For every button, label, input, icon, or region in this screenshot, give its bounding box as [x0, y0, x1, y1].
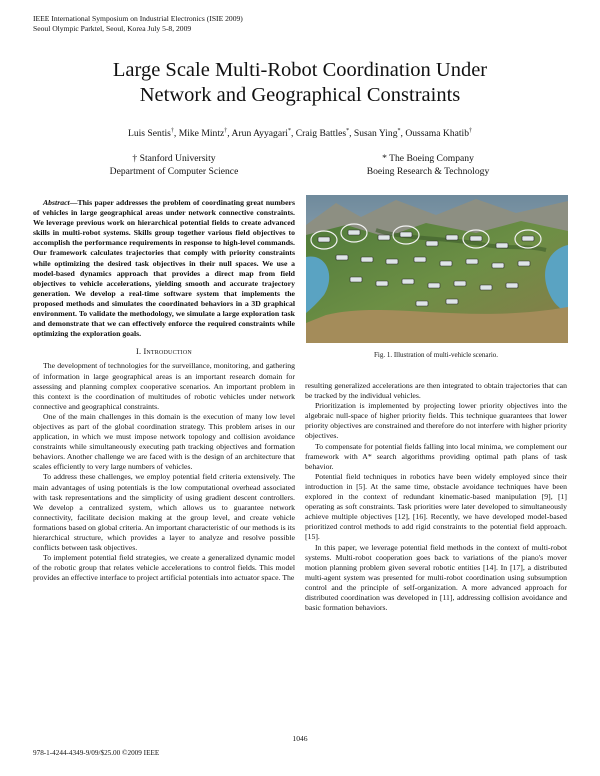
left-column: [33, 198, 295, 583]
author-6: Oussama Khatib: [405, 128, 470, 140]
vehicle-6: [446, 235, 458, 240]
figure-caption: Fig. 1. Illustration of multi-vehicle scenario.: [373, 351, 499, 359]
vehicle-12: [386, 259, 398, 264]
author-5: Susan Ying: [353, 128, 398, 140]
title-line-1: Large Scale Multi-Robot Coordination Under: [112, 59, 488, 81]
vehicle-18: [350, 277, 362, 282]
conference-header: [33, 14, 243, 34]
author-4: Craig Battles: [295, 128, 347, 140]
vehicle-10: [336, 255, 348, 260]
affiliation-boeing: [318, 152, 538, 178]
intro-paragraph-2: One of the main challenges in this domain is the execution of many low level objectives as part of the global coordination strategy. This problem arises in our application, in which we must impose network topology and collision avoidance constraints while simultaneously executing path tracking objectives and formation behaviors. Another challenge we are faced with is the design of an architecture that scales efficiently to very large numbers of vehicles.: [33, 411, 295, 472]
intro-paragraph-1: The development of technologies for the surveillance, monitoring, and gathering of information in large geographical areas is an important research domain for assessing and planning complex cooperative scenarios. An important problem in this context is the coordination of multitudes of robotic vehicles under network connective and geographical constraints.: [33, 361, 295, 411]
right-column: [305, 381, 567, 613]
vehicle-14: [440, 261, 452, 266]
title-line-2: Network and Geographical Constraints: [139, 84, 461, 106]
intro-paragraph-4: To implement potential field strategies, we create a generalized dynamic model of the robotic group that relates vehicle accelerations to control fields. This model provides an effective interface to project artificial potentials into actuator space. The: [33, 553, 295, 583]
vehicle-26: [446, 299, 458, 304]
author-1: Luis Sentis: [127, 128, 171, 140]
vehicle-8: [496, 243, 508, 248]
right-paragraph-2: To compensate for potential fields falling into local minima, we complement our framework with A* search algorithms providing optimal path plans of task behavior.: [305, 441, 567, 471]
affiliation-boeing-line-2: Boeing Research & Technology: [366, 166, 490, 177]
paper-title: [40, 58, 560, 108]
conference-location: Seoul Olympic Parktel, Seoul, Korea July 5-8, 2009: [33, 24, 192, 33]
right-paragraph-continued: resulting generalized accelerations are then integrated to obtain trajectories that can be tracked by the individual vehicles.: [305, 381, 567, 401]
abstract-text: —This paper addresses the problem of coordinating great numbers of vehicles in large geographical areas under network connective constraints. We leverage previous work on hierarchical potential fields to create advanced skills in multi-robot systems. Skills group together various field objectives to accomplish the performance requirements in response to high-level commands. Our framework calculates trajectories that comply with priority constraints while optimizing the desired task objectives in their null spaces. We use a model-based dynamics approach that provides a direct map from field objectives to vehicle accelerations, yielding smooth and accurate trajectory generation. We develop a real-time software system that implements the proposed methods and simulates the coordinated behaviors in a 3D graphical environment. To validate the methodology, we simulate a large exploration task and demonstrate that we can effectively enforce the required constraints while optimizing the exploration goals.: [33, 198, 295, 339]
copyright-notice: 978-1-4244-4349-9/09/$25.00 ©2009 IEEE: [33, 749, 160, 757]
author-5-mark: *: [397, 128, 401, 134]
vehicle-20: [402, 279, 414, 284]
intro-paragraph-3: To address these challenges, we employ potential field criteria extensively. The main advantages of using potentials is the low computational overhead associated with task representations and the simplicity of using gradient descent controllers. We develop a centralized system, which allows us to guarantee network connectivity, facilitate decision making at the group level, and create vehicle formations based on global criteria. An important characteristic of our methods is its hierarchical structure, which provides a layer to analyze and resolve possible conflicts between task objectives.: [33, 472, 295, 553]
author-6-mark: †: [469, 128, 473, 134]
affiliation-stanford-line-1: † Stanford University: [132, 153, 216, 164]
author-1-mark: †: [170, 128, 174, 134]
vehicle-11: [361, 257, 373, 262]
section-heading-introduction: I. Introduction: [136, 347, 192, 357]
right-paragraph-4: In this paper, we leverage potential field methods in the context of multi-robot systems. Multi-robot cooperation goes back to variations of the piano's mover motion planning problem given several robotic entities [14]. In [17], a distributed multi-agent system was presented for multi-robot coordination using subsumption control and the principle of self-organization. A more advanced approach for distributed coordination was developed in [11], addressing collision avoidance and basic formation behaviors.: [305, 542, 567, 613]
conference-name: IEEE International Symposium on Industrial Electronics (ISIE 2009): [33, 14, 243, 23]
page-number: 1046: [292, 734, 308, 743]
vehicle-3: [378, 235, 390, 240]
abstract-label: Abstract: [43, 198, 70, 207]
vehicle-13: [414, 257, 426, 262]
right-paragraph-1: Prioritization is implemented by projecting lower priority objectives into the algebraic null-space of higher priority fields. This technique guarantees that lower priority objectives are constrained and therefore do not interfere with higher priority objectives.: [305, 401, 567, 441]
affiliation-boeing-line-1: * The Boeing Company: [382, 153, 474, 164]
abstract: [33, 198, 295, 339]
vehicle-17: [518, 261, 530, 266]
vehicle-22: [454, 281, 466, 286]
affiliation-stanford-line-2: Department of Computer Science: [109, 166, 239, 177]
author-3-mark: *: [287, 128, 291, 134]
vehicle-5: [426, 241, 438, 246]
figure-multi-vehicle-scenario: [306, 195, 568, 343]
author-2-mark: †: [224, 128, 228, 134]
right-paragraph-3: Potential field techniques in robotics have been widely employed since their introduction in [5]. At the same time, obstacle avoidance techniques have been explored in the context of redundant kinematic-based manipulation [9], [1] operating as soft constraints. Task priorities were later developed to simultaneously achieve multiple objectives [12], [16]. Recently, we have developed model-based prioritized control methods to add rigid constraints to the potential field approach. [15].: [305, 471, 567, 542]
vehicle-15: [466, 259, 478, 264]
vehicle-19: [376, 281, 388, 286]
author-3: Arun Ayyagari: [231, 128, 288, 140]
vehicle-25: [416, 301, 428, 306]
vehicle-21: [428, 283, 440, 288]
affiliation-stanford: [64, 152, 284, 178]
scenario-illustration: [306, 195, 568, 343]
vehicle-23: [480, 285, 492, 290]
author-2: Mike Mintz: [178, 128, 225, 140]
author-list: Luis Sentis†, Mike Mintz†, Arun Ayyagari*, Craig Battles*, Susan Ying*, Oussama Khatib†: [127, 128, 473, 140]
author-4-mark: *: [346, 128, 350, 134]
vehicle-24: [506, 283, 518, 288]
vehicle-16: [492, 263, 504, 268]
